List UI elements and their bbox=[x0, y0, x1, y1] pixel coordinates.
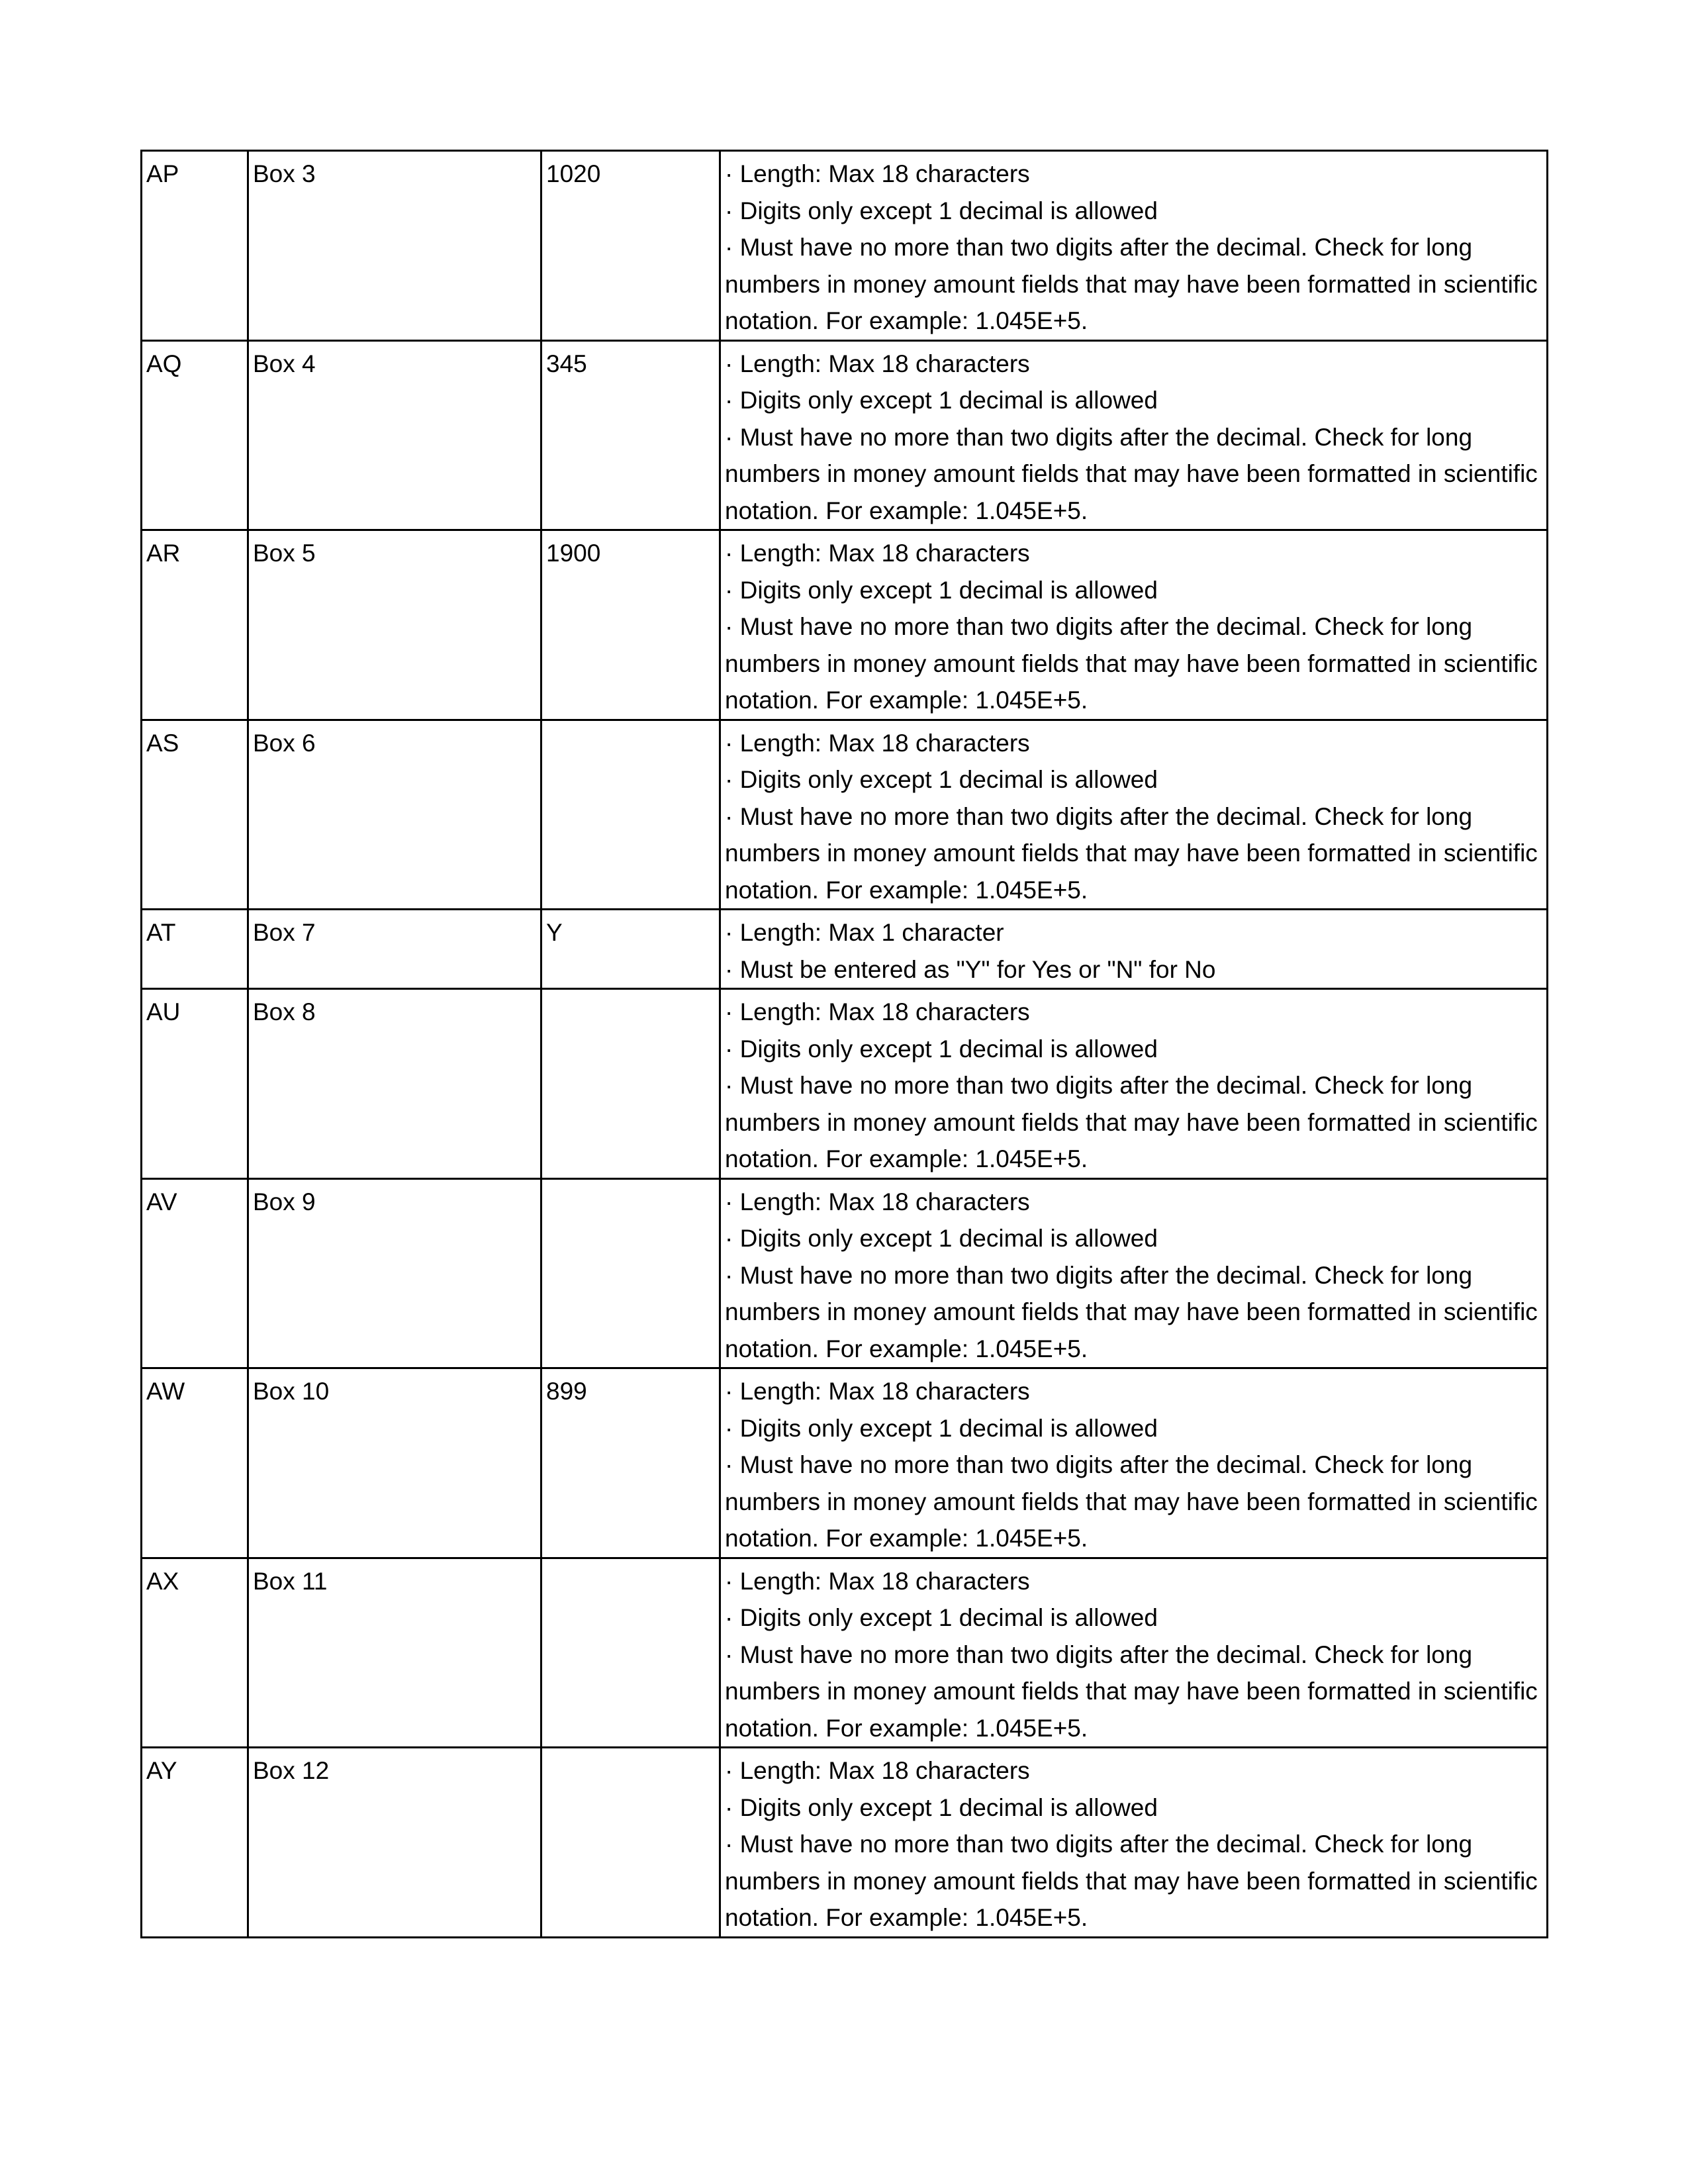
column-letter-cell: AP bbox=[142, 151, 248, 341]
validation-rules-cell bbox=[720, 989, 1548, 1179]
sample-value-cell bbox=[541, 989, 720, 1179]
validation-rules-cell bbox=[720, 910, 1548, 989]
box-label-cell: Box 5 bbox=[248, 530, 541, 720]
validation-rule: · Must have no more than two digits after the decimal. Check for long numbers in money amount fields that may have been formatted in scientific notation. For example: 1.045E+5. bbox=[725, 802, 1538, 904]
sample-value-cell: 1900 bbox=[541, 530, 720, 720]
sample-value-cell: 899 bbox=[541, 1368, 720, 1558]
validation-rule: · Length: Max 18 characters bbox=[725, 160, 1030, 187]
validation-rule: · Digits only except 1 decimal is allowed bbox=[725, 1225, 1158, 1252]
validation-rules-cell bbox=[720, 340, 1548, 530]
sample-value-cell: 345 bbox=[541, 340, 720, 530]
table-row bbox=[142, 1558, 1548, 1748]
validation-rule: · Length: Max 18 characters bbox=[725, 350, 1030, 377]
validation-rule: · Must have no more than two digits after the decimal. Check for long numbers in money amount fields that may have been formatted in scientific notation. For example: 1.045E+5. bbox=[725, 1451, 1538, 1552]
validation-rule: · Digits only except 1 decimal is allowed bbox=[725, 197, 1158, 224]
sample-value-cell bbox=[541, 720, 720, 910]
box-label-cell: Box 3 bbox=[248, 151, 541, 341]
table-row bbox=[142, 151, 1548, 341]
field-spec-table-body bbox=[142, 151, 1548, 1938]
field-spec-table bbox=[140, 150, 1548, 1938]
sample-value-cell: Y bbox=[541, 910, 720, 989]
validation-rule: · Must have no more than two digits after the decimal. Check for long numbers in money amount fields that may have been formatted in scientific notation. For example: 1.045E+5. bbox=[725, 234, 1538, 334]
validation-rule: · Length: Max 18 characters bbox=[725, 1188, 1030, 1215]
table-row bbox=[142, 1368, 1548, 1558]
validation-rule: · Length: Max 1 character bbox=[725, 919, 1004, 946]
box-label-cell: Box 4 bbox=[248, 340, 541, 530]
validation-rule: · Digits only except 1 decimal is allowed bbox=[725, 766, 1158, 793]
box-label-cell: Box 11 bbox=[248, 1558, 541, 1748]
validation-rules-cell bbox=[720, 151, 1548, 341]
validation-rule: · Length: Max 18 characters bbox=[725, 540, 1030, 567]
sample-value-cell: 1020 bbox=[541, 151, 720, 341]
column-letter-cell: AS bbox=[142, 720, 248, 910]
validation-rule: · Digits only except 1 decimal is allowed bbox=[725, 1604, 1158, 1631]
column-letter-cell: AT bbox=[142, 910, 248, 989]
sample-value-cell bbox=[541, 1748, 720, 1938]
validation-rule: · Digits only except 1 decimal is allowed bbox=[725, 387, 1158, 414]
column-letter-cell: AY bbox=[142, 1748, 248, 1938]
table-row bbox=[142, 340, 1548, 530]
column-letter-cell: AX bbox=[142, 1558, 248, 1748]
box-label-cell: Box 9 bbox=[248, 1178, 541, 1368]
validation-rule: · Digits only except 1 decimal is allowed bbox=[725, 1035, 1158, 1063]
column-letter-cell: AQ bbox=[142, 340, 248, 530]
validation-rules-cell bbox=[720, 1368, 1548, 1558]
validation-rule: · Must have no more than two digits after the decimal. Check for long numbers in money amount fields that may have been formatted in scientific notation. For example: 1.045E+5. bbox=[725, 613, 1538, 714]
sample-value-cell bbox=[541, 1558, 720, 1748]
table-row bbox=[142, 1178, 1548, 1368]
validation-rule: · Must have no more than two digits after the decimal. Check for long numbers in money amount fields that may have been formatted in scientific notation. For example: 1.045E+5. bbox=[725, 423, 1538, 524]
box-label-cell: Box 10 bbox=[248, 1368, 541, 1558]
sample-value-cell bbox=[541, 1178, 720, 1368]
validation-rule: · Must have no more than two digits after the decimal. Check for long numbers in money amount fields that may have been formatted in scientific notation. For example: 1.045E+5. bbox=[725, 1640, 1538, 1742]
table-row bbox=[142, 989, 1548, 1179]
validation-rules-cell bbox=[720, 530, 1548, 720]
column-letter-cell: AR bbox=[142, 530, 248, 720]
validation-rules-cell bbox=[720, 1748, 1548, 1938]
column-letter-cell: AW bbox=[142, 1368, 248, 1558]
validation-rules-cell bbox=[720, 1558, 1548, 1748]
validation-rules-cell bbox=[720, 720, 1548, 910]
table-row bbox=[142, 1748, 1548, 1938]
validation-rule: · Must be entered as "Y" for Yes or "N" for No bbox=[725, 955, 1216, 983]
validation-rule: · Length: Max 18 characters bbox=[725, 998, 1030, 1025]
table-row bbox=[142, 530, 1548, 720]
box-label-cell: Box 7 bbox=[248, 910, 541, 989]
table-row bbox=[142, 910, 1548, 989]
box-label-cell: Box 12 bbox=[248, 1748, 541, 1938]
validation-rule: · Length: Max 18 characters bbox=[725, 1567, 1030, 1595]
validation-rule: · Length: Max 18 characters bbox=[725, 729, 1030, 757]
validation-rule: · Length: Max 18 characters bbox=[725, 1757, 1030, 1784]
box-label-cell: Box 8 bbox=[248, 989, 541, 1179]
validation-rule: · Must have no more than two digits after the decimal. Check for long numbers in money amount fields that may have been formatted in scientific notation. For example: 1.045E+5. bbox=[725, 1261, 1538, 1362]
validation-rule: · Length: Max 18 characters bbox=[725, 1378, 1030, 1405]
validation-rule: · Digits only except 1 decimal is allowed bbox=[725, 1414, 1158, 1442]
column-letter-cell: AV bbox=[142, 1178, 248, 1368]
validation-rules-cell bbox=[720, 1178, 1548, 1368]
table-row bbox=[142, 720, 1548, 910]
column-letter-cell: AU bbox=[142, 989, 248, 1179]
validation-rule: · Digits only except 1 decimal is allowed bbox=[725, 1793, 1158, 1821]
validation-rule: · Digits only except 1 decimal is allowed bbox=[725, 576, 1158, 604]
validation-rule: · Must have no more than two digits after the decimal. Check for long numbers in money amount fields that may have been formatted in scientific notation. For example: 1.045E+5. bbox=[725, 1830, 1538, 1931]
box-label-cell: Box 6 bbox=[248, 720, 541, 910]
validation-rule: · Must have no more than two digits after the decimal. Check for long numbers in money amount fields that may have been formatted in scientific notation. For example: 1.045E+5. bbox=[725, 1072, 1538, 1172]
